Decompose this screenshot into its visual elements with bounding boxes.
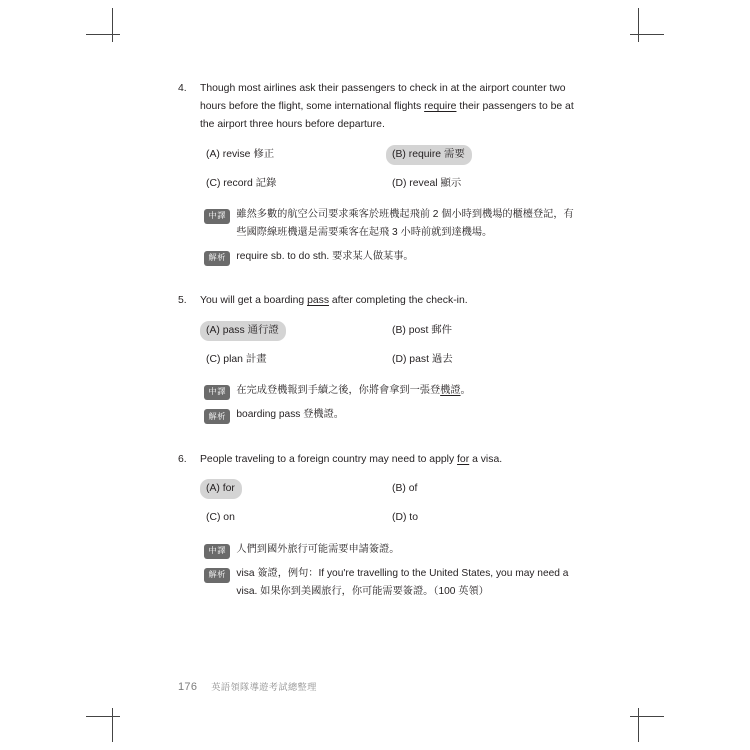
option-b[interactable]: (B) post 郵件 [392,325,453,337]
page-footer [178,679,317,693]
question-number: 4. [178,83,187,94]
question-stem: You will get a boarding pass after completing the check-in. [200,295,468,307]
crop-mark-top-right [630,8,664,42]
explanation-tag: 解析 [204,409,230,424]
translation-note [204,382,578,400]
translation-text: 在完成登機報到手續之後，你將會拿到一張登機證。 [236,385,471,397]
translation-note [204,541,578,559]
translation-text: 人們到國外旅行可能需要申請簽證。 [236,543,400,555]
question-stem: Though most airlines ask their passengers to check in at the airport counter two hours before the flight, some international flights require their passengers to be at the airport three hours before departure. [200,83,574,130]
option-a[interactable]: (A) for [200,479,242,499]
crop-mark-top-left [86,8,120,42]
option-c[interactable]: (C) on [206,512,235,524]
question-item [178,80,578,266]
crop-mark-bottom-right [630,708,664,742]
page-number: 176 [178,681,198,693]
answer-options [200,479,578,528]
translation-tag: 中譯 [204,209,230,224]
question-notes [204,382,578,424]
option-d[interactable]: (D) to [392,512,418,524]
explanation-note [204,565,578,601]
question-heading [178,292,578,310]
running-head: 英語領隊導遊考試總整理 [211,682,317,692]
note-underlined-word: 機證 [440,385,461,397]
answer-options [200,321,578,370]
option-a[interactable]: (A) revise 修正 [206,148,275,160]
question-stem: People traveling to a foreign country may need to apply for a visa. [200,453,503,465]
explanation-text: boarding pass 登機證。 [236,409,344,421]
translation-tag: 中譯 [204,385,230,400]
translation-note [204,206,578,242]
explanation-tag: 解析 [204,251,230,266]
option-b[interactable]: (B) of [392,483,418,495]
explanation-text: require sb. to do sth. 要求某人做某事。 [236,251,414,263]
questions-container [178,80,578,627]
answer-options [200,145,578,194]
question-notes [204,206,578,266]
question-notes [204,541,578,601]
explanation-note [204,406,578,424]
translation-tag: 中譯 [204,544,230,559]
question-item [178,451,578,601]
option-a[interactable]: (A) pass 通行證 [200,321,286,341]
explanation-text: visa 簽證，例句：If you're travelling to the United States, you may need a visa. 如果你到美國旅行，你可能需要簽證。（100 英領） [236,567,569,597]
question-heading [178,80,578,134]
explanation-note [204,248,578,266]
question-item [178,292,578,424]
stem-underlined-word: for [457,453,470,465]
translation-text: 雖然多數的航空公司要求乘客於班機起飛前 2 個小時到機場的櫃檯登記，有些國際線班機還是需要乘客在起飛 3 小時前就到達機場。 [236,208,574,238]
explanation-tag: 解析 [204,568,230,583]
question-number: 6. [178,453,187,465]
question-number: 5. [178,295,187,307]
crop-mark-bottom-left [86,708,120,742]
option-c[interactable]: (C) plan 計畫 [206,354,267,366]
question-heading [178,451,578,469]
option-d[interactable]: (D) past 過去 [392,354,453,366]
option-c[interactable]: (C) record 記錄 [206,177,277,189]
stem-underlined-word: require [424,100,457,112]
option-b[interactable]: (B) require 需要 [386,145,472,165]
stem-underlined-word: pass [307,295,330,307]
option-d[interactable]: (D) reveal 顯示 [392,177,462,189]
